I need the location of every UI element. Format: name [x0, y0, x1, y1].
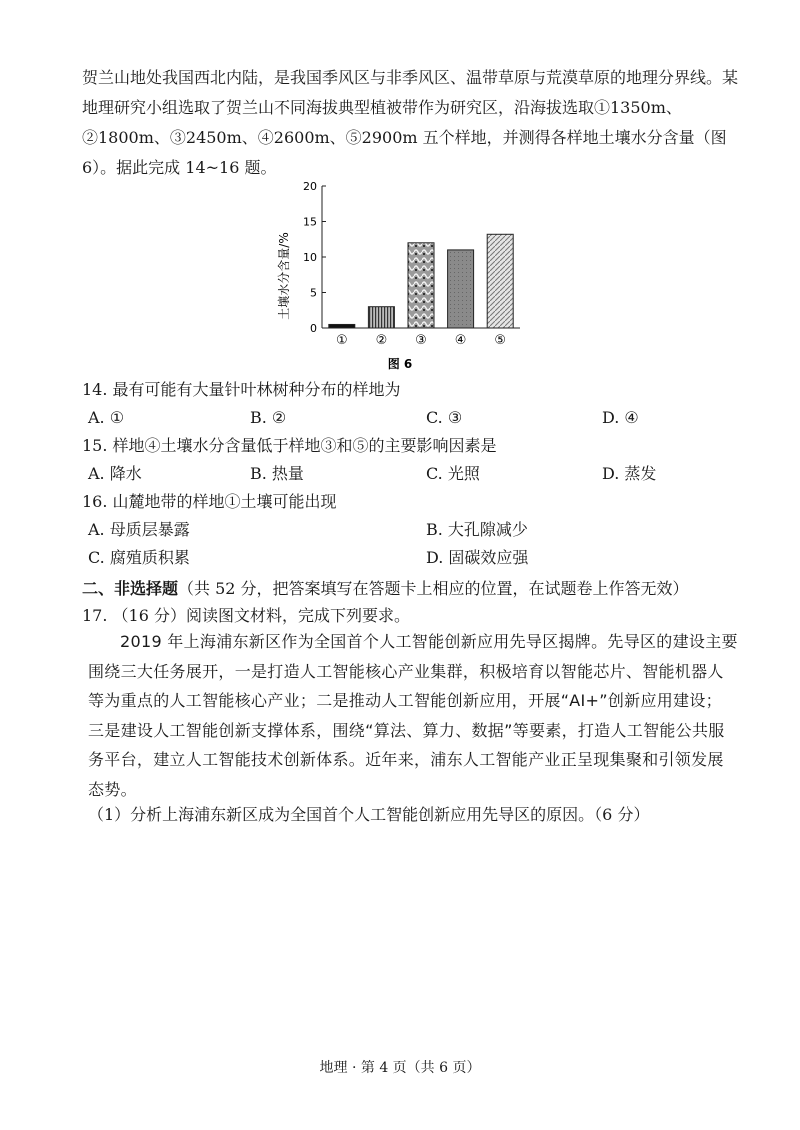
q15-option-c: C. 光照 [426, 464, 480, 483]
y-tick-label: 20 [303, 180, 317, 193]
q15-option-a: A. 降水 [88, 464, 142, 483]
q16-option-d: D. 固碳效应强 [426, 548, 529, 567]
q14-option-d: D. ④ [602, 408, 639, 427]
y-tick-label: 10 [303, 251, 317, 264]
q16-option-c: C. 腐殖质积累 [88, 548, 190, 567]
y-tick-label: 5 [310, 286, 317, 300]
q14-option-b: B. ② [250, 408, 287, 427]
soil-moisture-chart [270, 176, 530, 376]
section-2-title: 二、非选择题 [82, 579, 179, 598]
q15-option-d: D. 蒸发 [602, 464, 657, 483]
q14-option-c: C. ③ [426, 408, 463, 427]
q16-option-a: A. 母质层暴露 [88, 520, 190, 539]
section-2-note: （共 52 分，把答案填写在答题卡上相应的位置，在试题卷上作答无效） [178, 579, 689, 598]
x-category-label: ④ [454, 333, 467, 348]
page-footer: 地理 · 第 4 页（共 6 页） [319, 1060, 481, 1076]
x-category-label: ⑤ [494, 333, 507, 348]
question-17-sub1: （1）分析上海浦东新区成为全国首个人工智能创新应用先导区的原因。（6 分） [88, 805, 650, 824]
y-tick-label: 0 [310, 322, 317, 335]
bar-1 [329, 324, 355, 328]
x-category-label: ③ [415, 333, 427, 348]
intro-paragraph: 贺兰山地处我国西北内陆，是我国季风区与非季风区、温带草原与荒漠草原的地理分界线。某地理研究小组选取了贺兰山不同海拔典型植被带作为研究区，沿海拔选取①1350m、②1800m、③2450m、④2600m、⑤2900m 五个样地，并测得各样地土壤水分含量（图 6）。据此完成 14~16 题。 [82, 68, 739, 177]
y-axis-label: 土壤水分含量/% [277, 232, 291, 320]
x-category-label: ② [375, 333, 388, 348]
section-2-heading [82, 575, 689, 603]
figure-caption: 图 6 [387, 357, 413, 371]
bar-3 [408, 243, 434, 328]
q16-option-b: B. 大孔隙减少 [426, 520, 528, 539]
question-17-material: 2019 年上海浦东新区作为全国首个人工智能创新应用先导区揭牌。先导区的建设主要围绕三大任务展开，一是打造人工智能核心产业集群，积极培育以智能芯片、智能机器人等为重点的人工智能核心产业；二是推动人工智能创新应用，开展“AI+”创新应用建设；三是建设人工智能创新支撑体系，围绕“算法、算力、数据”等要素，打造人工智能公共服务平台，建立人工智能技术创新体系。近年来，浦东人工智能产业正呈现集聚和引领发展态势。 [88, 632, 738, 799]
x-category-label: ① [335, 333, 348, 348]
bar-2 [368, 307, 394, 328]
q14-option-a: A. ① [88, 408, 125, 427]
question-17-stem: 17. （16 分）阅读图文材料，完成下列要求。 [82, 606, 410, 625]
question-14-stem: 14. 最有可能有大量针叶林树种分布的样地为 [82, 380, 401, 399]
y-tick-label: 15 [303, 215, 317, 229]
q15-option-b: B. 热量 [250, 464, 304, 483]
bar-5 [487, 234, 513, 328]
question-16-stem: 16. 山麓地带的样地①土壤可能出现 [82, 492, 337, 511]
bar-4 [448, 250, 474, 328]
question-15-stem: 15. 样地④土壤水分含量低于样地③和⑤的主要影响因素是 [82, 436, 497, 455]
